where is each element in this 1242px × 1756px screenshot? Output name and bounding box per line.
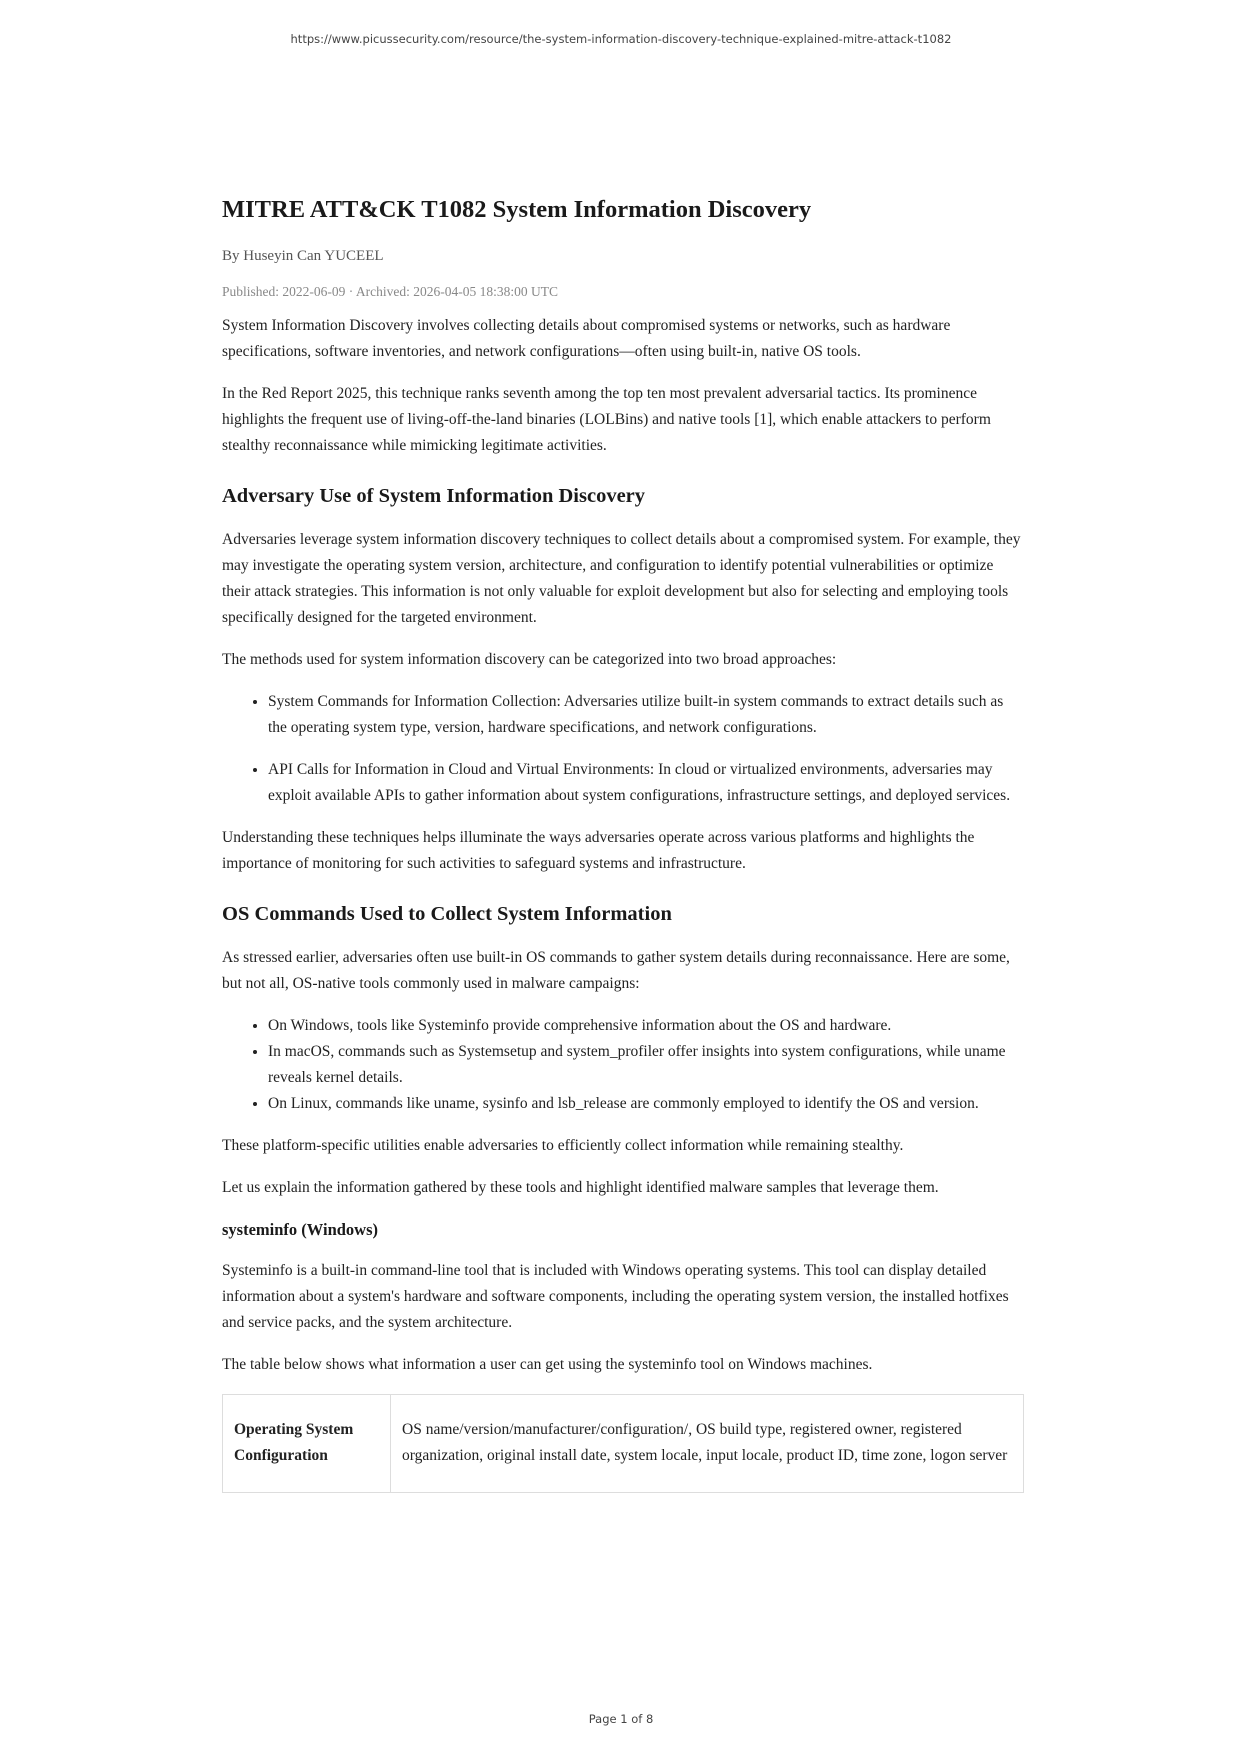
paragraph: Let us explain the information gathered by these tools and highlight identified malware samples that leverage them. xyxy=(222,1179,939,1196)
paragraph: As stressed earlier, adversaries often use built-in OS commands to gather system details during reconnaissance. Here are some, but not all, OS-native tools commonly used in malware campaigns: xyxy=(222,949,1010,992)
page-number: Page 1 of 8 xyxy=(588,1712,654,1726)
article-title: MITRE ATT&CK T1082 System Information Discovery xyxy=(222,196,812,223)
table-row-value: OS name/version/manufacturer/configuration/, OS build type, registered owner, registered organization, original install date, system locale, input locale, product ID, time zone, logon server xyxy=(391,1395,1024,1493)
publish-metadata: Published: 2022-06-09 · Archived: 2026-04-05 18:38:00 UTC xyxy=(222,284,558,299)
article xyxy=(222,194,1024,1493)
paragraph: These platform-specific utilities enable adversaries to efficiently collect information while remaining stealthy. xyxy=(222,1137,904,1154)
intro-paragraph: In the Red Report 2025, this technique ranks seventh among the top ten most prevalent adversarial tactics. Its prominence highlights the frequent use of living-off-the-land binaries (LOLBins) and native tools [1], which enable attackers to perform stealthy reconnaissance while mimicking legitimate activities. xyxy=(222,385,991,454)
subsection-heading-systeminfo: systeminfo (Windows) xyxy=(222,1220,379,1239)
paragraph: The table below shows what information a user can get using the systeminfo tool on Windows machines. xyxy=(222,1356,873,1373)
table-row xyxy=(223,1395,1024,1493)
list-item: • On Windows, tools like Systeminfo provide comprehensive information about the OS and hardware. xyxy=(268,1013,1024,1039)
systeminfo-table xyxy=(222,1394,1024,1493)
page-url: https://www.picussecurity.com/resource/the-system-information-discovery-technique-explained-mitre-attack-t1082 xyxy=(290,32,952,46)
list-item: • On Linux, commands like uname, sysinfo and lsb_release are commonly employed to identify the OS and version. xyxy=(268,1091,1024,1117)
paragraph: Understanding these techniques helps illuminate the ways adversaries operate across various platforms and highlights the importance of monitoring for such activities to safeguard systems and infrastructure. xyxy=(222,829,975,872)
approaches-list xyxy=(222,689,1024,809)
section-heading-os-commands: OS Commands Used to Collect System Information xyxy=(222,903,672,925)
paragraph: Adversaries leverage system information discovery techniques to collect details about a compromised system. For example, they may investigate the operating system version, architecture, and configuration to identify potential vulnerabilities or optimize their attack strategies. This information is not only valuable for exploit development but also for selecting and employing tools specifically designed for the targeted environment. xyxy=(222,531,1021,626)
intro-paragraph: System Information Discovery involves collecting details about compromised systems or networks, such as hardware specifications, software inventories, and network configurations—often using built-in, native OS tools. xyxy=(222,317,951,360)
paragraph: The methods used for system information discovery can be categorized into two broad approaches: xyxy=(222,651,837,668)
list-item: • API Calls for Information in Cloud and Virtual Environments: In cloud or virtualized environments, adversaries may exploit available APIs to gather information about system configurations, infrastructure settings, and deployed services. xyxy=(268,757,1024,809)
section-heading-adversary-use: Adversary Use of System Information Discovery xyxy=(222,485,646,507)
table-row-label: Operating System Configuration xyxy=(223,1395,391,1493)
author-byline: By Huseyin Can YUCEEL xyxy=(222,248,384,264)
list-item: • System Commands for Information Collection: Adversaries utilize built-in system commands to extract details such as the operating system type, version, hardware specifications, and network configurations. xyxy=(268,689,1024,741)
paragraph: Systeminfo is a built-in command-line tool that is included with Windows operating systems. This tool can display detailed information about a system's hardware and software components, including the operating system version, the installed hotfixes and service packs, and the system architecture. xyxy=(222,1262,1009,1331)
os-tools-list xyxy=(222,1013,1024,1117)
list-item: • In macOS, commands such as Systemsetup and system_profiler offer insights into system configurations, while uname reveals kernel details. xyxy=(268,1039,1024,1091)
